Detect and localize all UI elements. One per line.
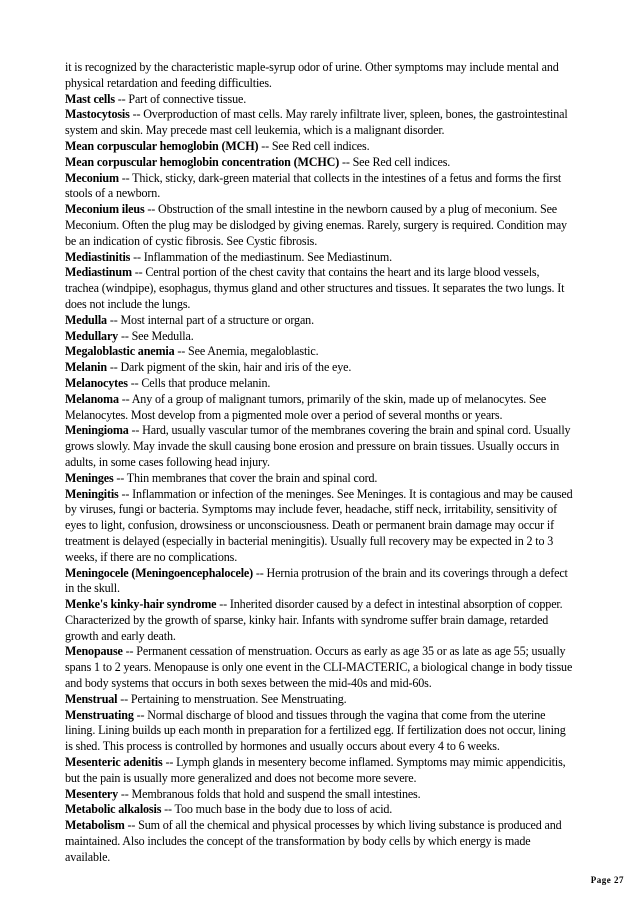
- glossary-definition: -- Hard, usually vascular tumor of the membranes covering the brain and spinal cord. Usually grows slowly. May invade the skull causing bone erosion and pressure on brain tissues. Usually occurs in adults, in some cases following head injury.: [65, 423, 571, 469]
- glossary-definition: -- Thin membranes that cover the brain and spinal cord.: [113, 470, 378, 485]
- glossary-entry-list: [65, 92, 573, 866]
- glossary-entry: [65, 423, 573, 470]
- glossary-term: Melanocytes: [65, 375, 128, 390]
- glossary-term: Mesentery: [65, 786, 119, 801]
- glossary-definition: -- Hernia protrusion of the brain and its coverings through a defect in the skull.: [65, 565, 568, 596]
- glossary-term: Meningitis: [65, 486, 119, 501]
- glossary-term: Meninges: [65, 470, 114, 485]
- glossary-term: Metabolic alkalosis: [65, 802, 162, 817]
- glossary-definition: -- Membranous folds that hold and suspend the small intestines.: [118, 786, 421, 801]
- glossary-entry: [65, 392, 573, 424]
- glossary-entry: [65, 644, 573, 691]
- glossary-entry: [65, 250, 573, 266]
- glossary-entry: [65, 597, 573, 644]
- glossary-entry: [65, 708, 573, 755]
- glossary-term: Meningocele (Meningoencephalocele): [65, 565, 254, 580]
- glossary-term: Mesenteric adenitis: [65, 755, 163, 770]
- glossary-definition: -- Inflammation of the mediastinum. See Mediastinum.: [130, 249, 393, 264]
- glossary-term: Menstruating: [65, 707, 134, 722]
- glossary-term: Medulla: [65, 312, 107, 327]
- page-number: Page 27: [590, 875, 624, 885]
- glossary-entry: [65, 202, 573, 249]
- glossary-entry: [65, 471, 573, 487]
- glossary-definition: -- Thick, sticky, dark-green material that collects in the intestines of a fetus and forms the first stools of a newborn.: [65, 170, 562, 201]
- glossary-definition: -- Most internal part of a structure or organ.: [106, 312, 314, 327]
- glossary-entry: [65, 171, 573, 203]
- glossary-definition: -- Normal discharge of blood and tissues through the vagina that come from the uterine lining. Lining builds up each month in preparation for a fertilized egg. If fertilization does not occur, lining is shed. This process is controlled by hormones and usually occurs about every 4 to 6 weeks.: [65, 707, 566, 754]
- glossary-entry: [65, 755, 573, 787]
- glossary-definition: -- Obstruction of the small intestine in the newborn caused by a plug of meconium. See Meconium. Often the plug may be dislodged by giving enemas. Rarely, surgery is required. Condition may be an indication of cystic fibrosis. See Cystic fibrosis.: [65, 202, 567, 248]
- glossary-term: Medullary: [65, 328, 119, 343]
- glossary-definition: -- Dark pigment of the skin, hair and iris of the eye.: [106, 360, 352, 375]
- glossary-definition: -- Cells that produce melanin.: [127, 375, 271, 390]
- glossary-definition: -- See Red cell indices.: [339, 154, 451, 169]
- glossary-definition: -- Part of connective tissue.: [114, 91, 247, 106]
- glossary-term: Mean corpuscular hemoglobin (MCH): [65, 138, 259, 153]
- glossary-term: Menstrual: [65, 691, 118, 706]
- glossary-term: Metabolism: [65, 818, 125, 833]
- glossary-definition: -- Overproduction of mast cells. May rarely infiltrate liver, spleen, bones, the gastrointestinal system and skin. May precede mast cell leukemia, which is a malignant disorder.: [65, 107, 568, 138]
- glossary-term: Menke's kinky-hair syndrome: [65, 597, 217, 612]
- glossary-entry: [65, 487, 573, 566]
- glossary-definition: -- Inherited disorder caused by a defect in intestinal absorption of copper. Characterized by the growth of sparse, kinky hair. Infants with syndrome suffer brain damage, retarded growth and early death.: [65, 597, 563, 643]
- glossary-entry: [65, 802, 573, 818]
- glossary-definition: -- Too much base in the body due to loss of acid.: [161, 802, 393, 817]
- continued-definition-text: it is recognized by the characteristic maple-syrup odor of urine. Other symptoms may include mental and physical retardation and feeding difficulties.: [65, 60, 559, 90]
- glossary-definition: -- Lymph glands in mesentery become inflamed. Symptoms may mimic appendicitis, but the pain is usually more generalized and does not become more severe.: [65, 755, 566, 785]
- glossary-page-body: [65, 60, 573, 866]
- glossary-definition: -- Permanent cessation of menstruation. Occurs as early as age 35 or as late as age 55; usually spans 1 to 2 years. Menopause is only one event in the CLI-MACTERIC, a biological change in body tissue and body systems that occurs in both sexes between the mid-40s and mid-60s.: [65, 644, 573, 691]
- glossary-term: Meconium: [65, 170, 119, 185]
- glossary-entry: [65, 376, 573, 392]
- glossary-term: Mastocytosis: [65, 107, 130, 122]
- glossary-entry: [65, 139, 573, 155]
- glossary-entry: [65, 344, 573, 360]
- glossary-definition: -- Inflammation or infection of the meninges. See Meninges. It is contagious and may be caused by viruses, fungi or bacteria. Symptoms may include fever, headache, stiff neck, irritability, sensitivity of eyes to light, confusion, drowsiness or unconsciousness. Death or permanent brain damage may occur if treatment is delayed (especially in bacterial meningitis). Usually full recovery may be expected in 2 to 3 weeks, if there are no complications.: [65, 486, 573, 564]
- glossary-term: Mast cells: [65, 91, 115, 106]
- glossary-term: Megaloblastic anemia: [65, 344, 175, 359]
- glossary-entry: [65, 818, 573, 865]
- glossary-term: Mediastinum: [65, 265, 132, 280]
- glossary-term: Mediastinitis: [65, 249, 131, 264]
- glossary-entry: [65, 566, 573, 598]
- glossary-entry: [65, 692, 573, 708]
- glossary-term: Melanoma: [65, 391, 119, 406]
- glossary-term: Menopause: [65, 644, 123, 659]
- glossary-definition: -- See Red cell indices.: [258, 138, 370, 153]
- glossary-term: Meningioma: [65, 423, 129, 438]
- glossary-entry: [65, 787, 573, 803]
- glossary-term: Melanin: [65, 360, 107, 375]
- glossary-definition: -- See Anemia, megaloblastic.: [174, 344, 319, 359]
- glossary-entry: [65, 329, 573, 345]
- glossary-definition: -- Pertaining to menstruation. See Menstruating.: [117, 691, 347, 706]
- glossary-entry: [65, 265, 573, 312]
- glossary-definition: -- Sum of all the chemical and physical processes by which living substance is produced and maintained. Also includes the concept of the transformation by body cells by which energy is made available.: [65, 818, 562, 864]
- glossary-entry: [65, 107, 573, 139]
- glossary-entry: [65, 313, 573, 329]
- glossary-definition: -- Central portion of the chest cavity that contains the heart and its large blood vessels, trachea (windpipe), esophagus, thymus gland and other structures and tissues. It separates the two lungs. It does not include the lungs.: [65, 265, 565, 311]
- glossary-entry: [65, 92, 573, 108]
- glossary-definition: -- See Medulla.: [118, 328, 194, 343]
- glossary-entry: [65, 360, 573, 376]
- glossary-term: Mean corpuscular hemoglobin concentration (MCHC): [65, 154, 340, 169]
- glossary-entry: [65, 155, 573, 171]
- glossary-definition: -- Any of a group of malignant tumors, primarily of the skin, made up of melanocytes. See Melanocytes. Most develop from a pigmented mole over a period of several months or years.: [65, 391, 547, 422]
- glossary-term: Meconium ileus: [65, 202, 145, 217]
